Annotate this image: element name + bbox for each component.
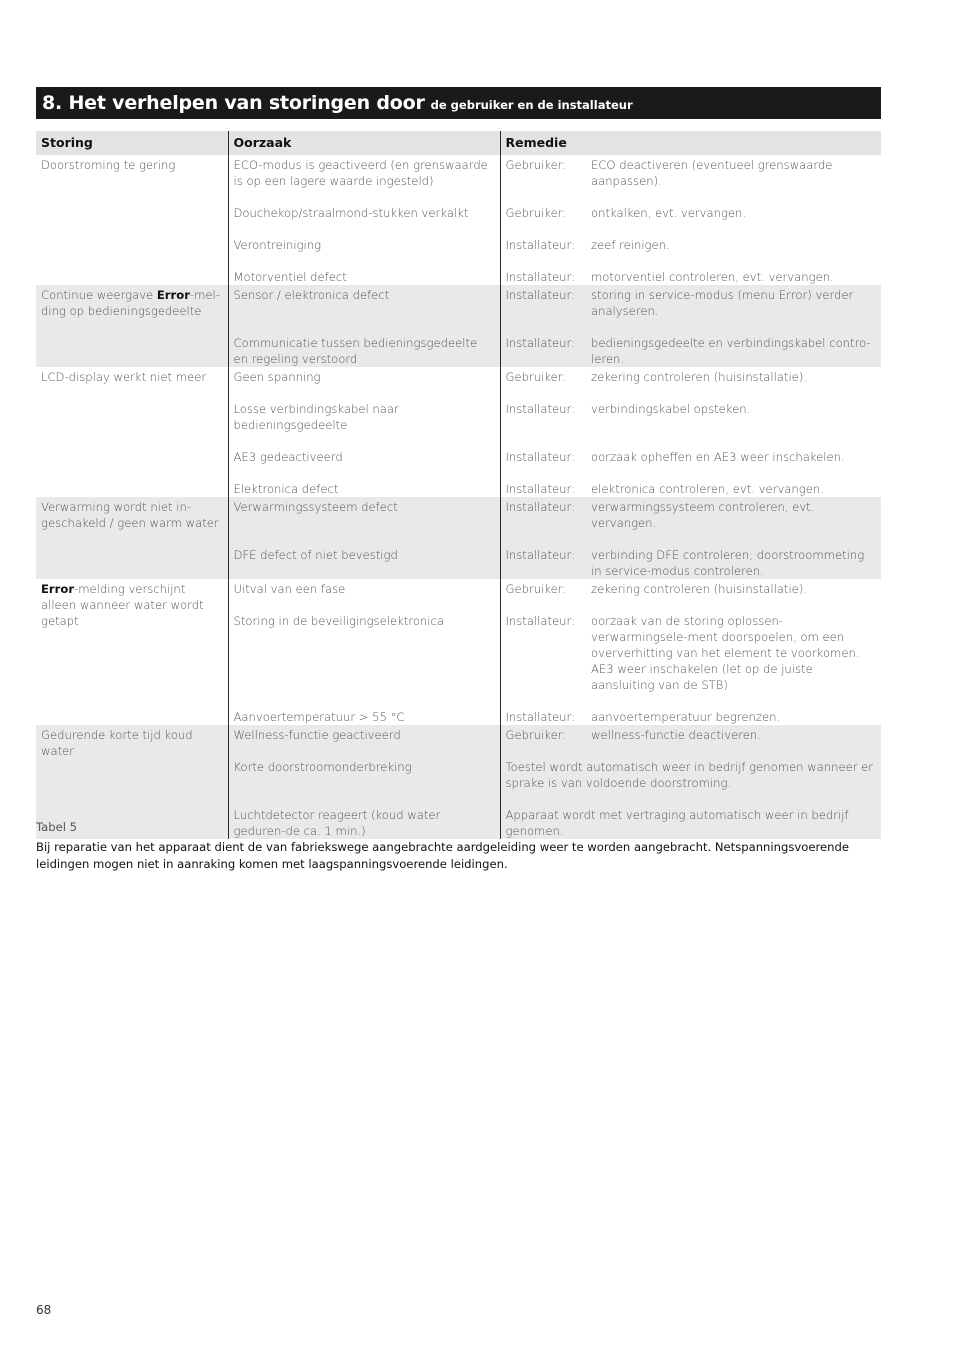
storing-text: Doorstroming te gering	[41, 158, 176, 172]
cell-oorzaak: Aanvoertemperatuur > 55 °C	[228, 709, 500, 725]
cell-remedie: elektronica controleren, evt. vervangen.	[591, 482, 824, 496]
cell-actor: Installateur:	[500, 285, 586, 335]
safety-note: Bij reparatie van het apparaat dient de van fabriekswege aangebrachte aardgeleiding weer te worden aangebracht. Netspanningsvoerende leidingen mogen niet in aanraking komen met laagspanningsvoerende leidingen.	[36, 840, 849, 871]
page-content	[36, 87, 881, 839]
cell-storing	[36, 579, 228, 725]
cell-oorzaak: AE3 gedeactiveerd	[228, 449, 500, 481]
storing-text: Gedurende korte tijd koud water	[41, 728, 193, 758]
cell-actor: Gebruiker:	[505, 582, 567, 596]
cell-actor: Installateur:	[500, 497, 586, 547]
cell-actor: Installateur:	[505, 270, 576, 284]
cell-actor: Installateur:	[505, 450, 576, 464]
cell-oorzaak: Uitval van een fase	[228, 579, 500, 613]
cell-oorzaak: Motorventiel defect	[228, 269, 500, 285]
section-title-bar	[36, 87, 881, 119]
cell-remedie: oorzaak van de storing oplossen- verwarmingsele-ment doorspoelen, om een oververhitting van het element te voorkomen. AE3 weer inschakelen (let op de juiste aansluiting van de STB)	[591, 614, 860, 692]
cell-storing	[36, 155, 228, 285]
header-oorzaak: Oorzaak	[228, 131, 500, 155]
cell-actor: Gebruiker:	[505, 158, 567, 172]
cell-remedie: zekering controleren (huisinstallatie).	[591, 370, 808, 384]
cell-storing	[36, 367, 228, 497]
page-number: 68	[36, 1303, 52, 1317]
table-row	[36, 367, 881, 401]
table-row	[36, 725, 881, 759]
cell-remedie: ECO deactiveren (eventueel grenswaarde aanpassen).	[591, 158, 833, 188]
table-caption: Tabel 5	[36, 820, 78, 834]
table-row	[36, 285, 881, 335]
section-title: 8. Het verhelpen van storingen door	[42, 92, 425, 114]
storing-text: Verwarming wordt niet in-geschakeld / geen warm water	[41, 500, 219, 530]
cell-oorzaak: Losse verbindingskabel naar bedieningsgedeelte	[228, 401, 500, 449]
cell-remedie: zekering controleren (huisinstallatie).	[591, 582, 808, 596]
cell-remedie: bedieningsgedeelte en verbindingskabel contro-leren.	[586, 335, 881, 367]
storing-bold-text: Error	[41, 582, 75, 596]
cell-remedie: verwarmingssysteem controleren, evt. vervangen.	[586, 497, 881, 547]
cell-remedie: wellness-functie deactiveren.	[586, 725, 881, 759]
cell-oorzaak: Luchtdetector reageert (koud water geduren-de ca. 1 min.)	[228, 807, 500, 839]
storing-bold-text: Error	[156, 288, 190, 302]
table-row	[36, 155, 881, 205]
cell-oorzaak: ECO-modus is geactiveerd (en grenswaarde is op een lagere waarde ingesteld)	[228, 155, 500, 205]
troubleshooting-table	[36, 131, 881, 839]
cell-actor: Installateur:	[505, 482, 576, 496]
cell-actor: Gebruiker:	[505, 370, 567, 384]
storing-text: LCD-display werkt niet meer	[41, 370, 207, 384]
cell-remedie: motorventiel controleren, evt. vervangen.	[591, 270, 834, 284]
cell-oorzaak: Wellness-functie geactiveerd	[228, 725, 500, 759]
table-row	[36, 497, 881, 547]
section-subtitle: de gebruiker en de installateur	[430, 98, 633, 112]
cell-remedie: storing in service-modus (menu Error) verder analyseren.	[586, 285, 881, 335]
cell-actor: Gebruiker:	[505, 206, 567, 220]
header-storing: Storing	[36, 131, 228, 155]
table-row	[36, 579, 881, 613]
cell-oorzaak: Communicatie tussen bedieningsgedeelte en regeling verstoord	[228, 335, 500, 367]
cell-remedie: verbinding DFE controleren; doorstroommeting in service-modus controleren.	[586, 547, 881, 579]
cell-remedie: oorzaak opheffen en AE3 weer inschakelen.	[591, 450, 845, 464]
cell-actor: Installateur:	[505, 238, 576, 252]
cell-actor: Installateur:	[505, 614, 576, 628]
cell-actor: Installateur:	[500, 335, 586, 367]
storing-text: -mel-ding op bedieningsgedeelte	[41, 288, 220, 318]
cell-actor: Installateur:	[505, 402, 576, 416]
cell-oorzaak: Douchekop/straalmond-stukken verkalkt	[228, 205, 500, 237]
storing-text: Continue weergave	[41, 288, 157, 302]
cell-remedie: aanvoertemperatuur begrenzen.	[591, 710, 781, 724]
cell-remedie: Toestel wordt automatisch weer in bedrijf genomen wanneer er sprake is van voldoende doorstroming.	[500, 759, 881, 807]
cell-oorzaak: Verwarmingssysteem defect	[228, 497, 500, 547]
cell-remedie: zeef reinigen.	[591, 238, 670, 252]
header-remedie: Remedie	[500, 131, 881, 155]
cell-actor: Installateur:	[505, 710, 576, 724]
cell-oorzaak: Verontreiniging	[228, 237, 500, 269]
cell-oorzaak: Elektronica defect	[228, 481, 500, 497]
cell-oorzaak: Storing in de beveiligingselektronica	[228, 613, 500, 709]
cell-oorzaak: Korte doorstroomonderbreking	[228, 759, 500, 807]
storing-text: -melding verschijnt alleen wanneer water wordt getapt	[41, 582, 204, 628]
cell-actor: Gebruiker:	[500, 725, 586, 759]
cell-actor: Installateur:	[500, 547, 586, 579]
cell-storing	[36, 497, 228, 579]
table-body	[36, 155, 881, 839]
cell-oorzaak: DFE defect of niet bevestigd	[228, 547, 500, 579]
cell-storing	[36, 285, 228, 367]
cell-remedie: Apparaat wordt met vertraging automatisch weer in bedrijf genomen.	[500, 807, 881, 839]
cell-remedie: ontkalken, evt. vervangen.	[591, 206, 747, 220]
cell-oorzaak: Geen spanning	[228, 367, 500, 401]
cell-remedie: verbindingskabel opsteken.	[591, 402, 751, 416]
table-header-row	[36, 131, 881, 155]
cell-oorzaak: Sensor / elektronica defect	[228, 285, 500, 335]
